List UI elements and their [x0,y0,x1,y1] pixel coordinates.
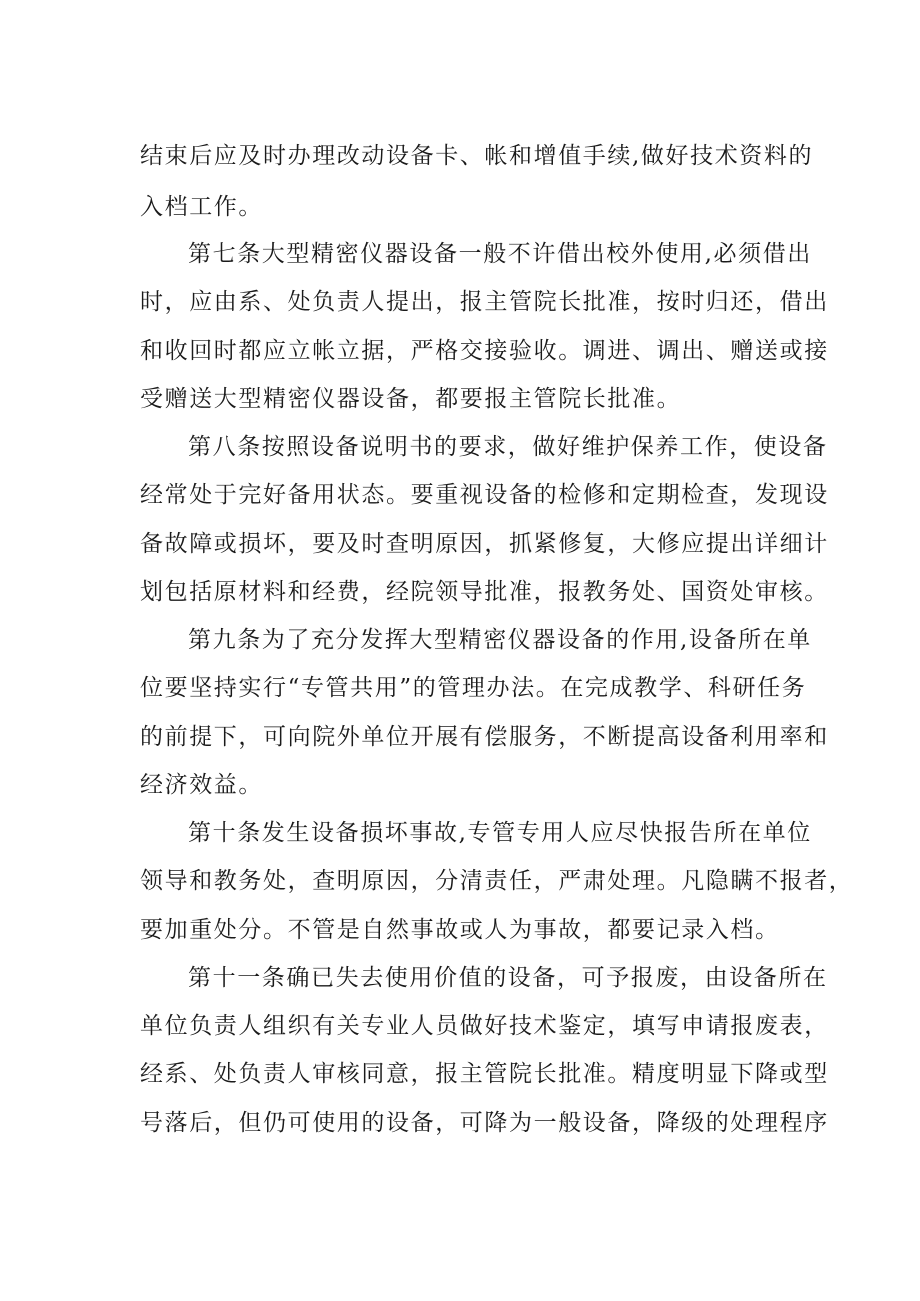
text-line: 号落后，但仍可使用的设备，可降为一般设备，降级的处理程序 [140,1110,829,1136]
article-7-start: 第七条大型精密仪器设备一般不许借出校外使用,必须借出 [188,241,812,267]
text-line: 经济效益。 [140,772,263,798]
text-line: 位要坚持实行“专管共用”的管理办法。在完成教学、科研任务 [140,675,807,701]
article-8-start: 第八条按照设备说明书的要求，做好维护保养工作，使设备 [188,434,828,460]
text-line: 要加重处分。不管是自然事故或人为事故，都要记录入档。 [140,917,780,943]
text-line: 时，应由系、处负责人提出，报主管院长批准，按时归还，借出 [140,289,829,315]
text-line: 受赠送大型精密仪器设备，都要报主管院长批准。 [140,386,682,412]
text-line: 经常处于完好备用状态。要重视设备的检修和定期检查，发现设 [140,482,829,508]
article-10-start: 第十条发生设备损坏事故,专管专用人应尽快报告所在单位 [188,820,812,846]
text-line: 经系、处负责人审核同意，报主管院长批准。精度明显下降或型 [140,1061,829,1087]
text-line: 结束后应及时办理改动设备卡、帐和增值手续,做好技术资料的 [140,143,814,169]
text-line: 的前提下，可向院外单位开展有偿服务，不断提高设备利用率和 [140,724,829,750]
article-9-start: 第九条为了充分发挥大型精密仪器设备的作用,设备所在单 [188,627,812,653]
text-line: 划包括原材料和经费，经院领导批准，报教务处、国资处审核。 [140,579,829,605]
text-line: 和收回时都应立帐立据，严格交接验收。调进、调出、赠送或接 [140,338,829,364]
text-line: 领导和教务处，查明原因，分清责任，严肃处理。凡隐瞒不报者， [140,868,854,894]
text-line: 备故障或损坏，要及时查明原因，抓紧修复，大修应提出详细计 [140,531,829,557]
article-11-start: 第十一条确已失去使用价值的设备，可予报废，由设备所在 [188,965,828,991]
text-line: 入档工作。 [140,194,263,220]
text-line: 单位负责人组织有关专业人员做好技术鉴定，填写申请报废表， [140,1013,829,1039]
